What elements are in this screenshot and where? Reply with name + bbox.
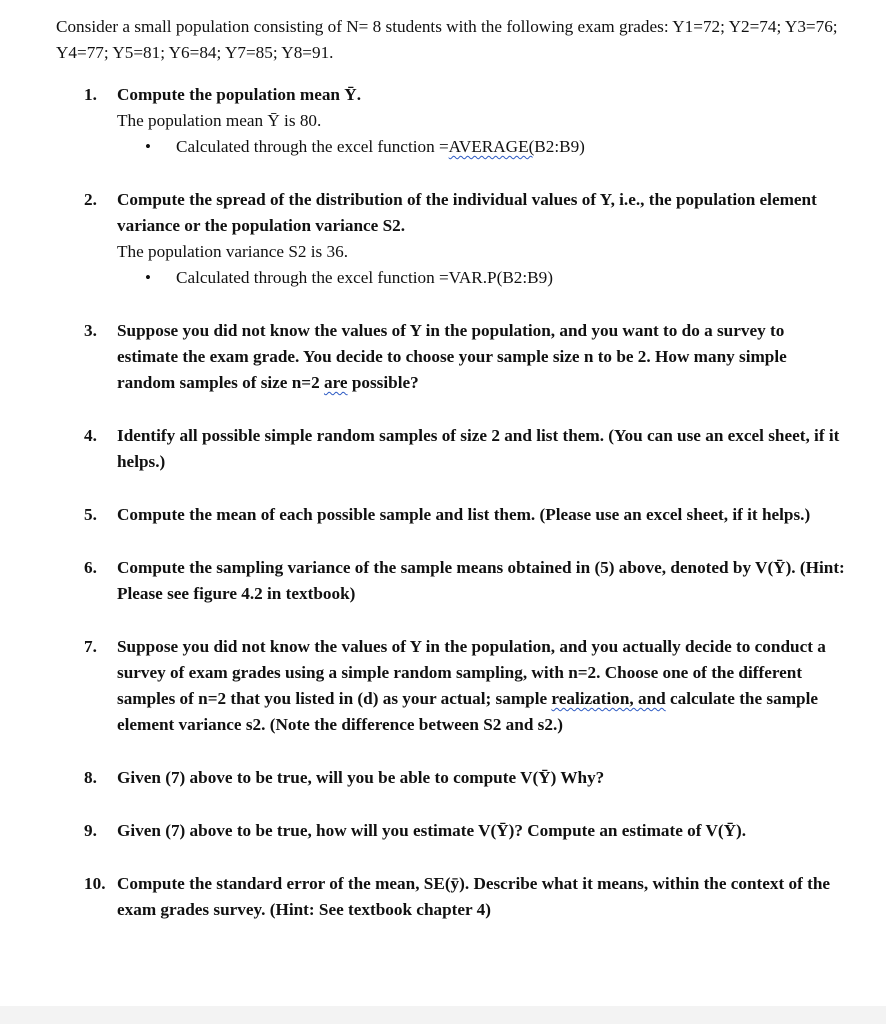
question-8 — [56, 765, 846, 791]
question-text: Given (7) above to be true, will you be able to compute V(Ȳ) Why? — [117, 768, 605, 787]
question-text-part: Suppose you did not know the values of Y in the population, and you actually decide to conduct a survey of exam grades using a simple random sampling, with n=2. Choose one of the different samples of n=2 that you listed in (d) as your actual; sample — [117, 637, 826, 708]
question-10 — [56, 871, 846, 923]
question-number: 1. — [84, 85, 97, 104]
question-5 — [56, 502, 846, 528]
question-text: Compute the mean of each possible sample and list them. (Please use an excel sheet, if it helps.) — [117, 505, 811, 524]
question-text: Compute the standard error of the mean, SE(ȳ). Describe what it means, within the context of the exam grades survey. (Hint: See textbook chapter 4) — [117, 874, 831, 919]
question-number: 3. — [84, 321, 97, 340]
question-number: 6. — [84, 558, 97, 577]
question-7 — [56, 634, 846, 738]
spellcheck-underlined-text: AVERAGE( — [448, 137, 535, 156]
question-text-part: possible? — [347, 373, 419, 392]
question-number: 9. — [84, 821, 97, 840]
bullet-suffix: B2:B9) — [534, 137, 585, 156]
spellcheck-underlined-text: are — [323, 373, 348, 392]
bullet-item: • Calculated through the excel function =VAR.P(B2:B9) — [117, 265, 846, 291]
question-number: 8. — [84, 768, 97, 787]
question-1 — [56, 82, 846, 160]
question-9 — [56, 818, 846, 844]
answer-text: The population variance S2 is 36. — [117, 242, 349, 261]
question-text: Compute the sampling variance of the sample means obtained in (5) above, denoted by V(Ȳ). (Hint: Please see figure 4.2 in textbook) — [117, 558, 845, 603]
question-text-part: Suppose you did not know the values of Y in the population, and you want to do a survey to estimate the exam grade. You decide to choose your sample size n to be 2. How many simple random samples of size n=2 — [117, 321, 787, 392]
question-2 — [56, 187, 846, 291]
question-text — [117, 634, 846, 738]
bullet-item — [117, 134, 846, 160]
question-number: 5. — [84, 505, 97, 524]
question-4 — [56, 423, 846, 475]
question-text-part: calculate the sample element variance s2. (Note the difference between S2 and s2.) — [117, 689, 818, 734]
question-text: Given (7) above to be true, how will you estimate V(Ȳ)? Compute an estimate of V(Ȳ). — [117, 821, 747, 840]
question-text — [117, 318, 846, 396]
answer-text: The population mean Ȳ is 80. — [117, 111, 322, 130]
spellcheck-underlined-text: realization, and — [551, 689, 666, 708]
question-number: 4. — [84, 426, 97, 445]
question-3 — [56, 318, 846, 396]
question-text: Compute the population mean Ȳ. — [117, 85, 361, 104]
question-number: 2. — [84, 190, 97, 209]
question-text: Compute the spread of the distribution of the individual values of Y, i.e., the population element variance or the population variance S2. — [117, 190, 817, 235]
answer-bullets — [117, 265, 846, 291]
page-bottom-edge — [0, 1006, 886, 1024]
question-number: 7. — [84, 637, 97, 656]
question-6 — [56, 555, 846, 607]
question-number: 10. — [84, 874, 106, 893]
bullet-prefix: Calculated through the excel function = — [176, 137, 449, 156]
intro-paragraph: Consider a small population consisting of N= 8 students with the following exam grades: Y1=72; Y2=74; Y3=76; Y4=77; Y5=81; Y6=84; Y7=85; Y8=91. — [56, 17, 838, 62]
question-text: Identify all possible simple random samples of size 2 and list them. (You can use an excel sheet, if it helps.) — [117, 426, 840, 471]
answer-bullets — [117, 134, 846, 160]
